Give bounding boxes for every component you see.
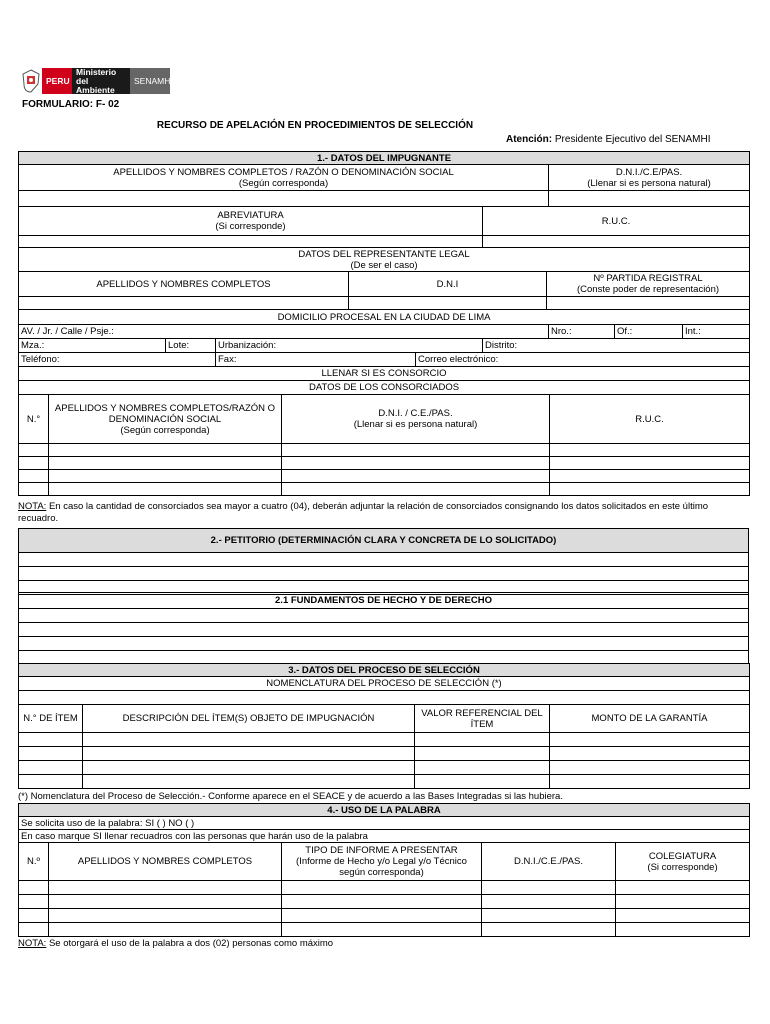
section2-header: 2.- PETITORIO (DETERMINACIÓN CLARA Y CONCRETA DE LO SOLICITADO)	[19, 529, 749, 553]
nota2-label: NOTA:	[18, 938, 47, 949]
consorcio-table	[18, 366, 750, 496]
descripcion-header: DESCRIPCIÓN DEL ÍTEM(S) OBJETO DE IMPUGNACIÓN	[83, 705, 415, 733]
cell[interactable]	[482, 895, 616, 909]
cell[interactable]	[49, 470, 282, 483]
atencion-label: Atención:	[506, 134, 553, 145]
petitorio-line[interactable]	[19, 553, 749, 567]
cell[interactable]	[282, 923, 482, 937]
cell[interactable]	[19, 775, 83, 789]
cell[interactable]	[550, 761, 750, 775]
uso-palabra-table	[18, 803, 750, 937]
cell[interactable]	[19, 909, 49, 923]
cell[interactable]	[550, 775, 750, 789]
cell[interactable]	[415, 747, 550, 761]
cell[interactable]	[49, 881, 282, 895]
representante-header	[19, 248, 750, 272]
coat-of-arms-icon	[20, 68, 42, 94]
uso-dni-header: D.N.I./C.E./PAS.	[482, 843, 616, 881]
representante-sub: (De ser el caso)	[350, 259, 418, 271]
ruc-field[interactable]	[483, 236, 750, 248]
section4-header: 4.- USO DE LA PALABRA	[19, 804, 750, 817]
representante-label: DATOS DEL REPRESENTANTE LEGAL	[298, 248, 470, 260]
cell[interactable]	[616, 909, 750, 923]
av-field[interactable]: AV. / Jr. / Calle / Psje.:	[19, 325, 549, 339]
correo-field[interactable]: Correo electrónico:	[416, 353, 750, 367]
section3-header: 3.- DATOS DEL PROCESO DE SELECCIÓN	[19, 664, 750, 677]
fundamentos-table	[18, 592, 749, 665]
consorciado-ruc-header: R.U.C.	[550, 395, 750, 444]
consorciado-row	[19, 444, 750, 457]
cell[interactable]	[83, 747, 415, 761]
apellidos-header	[19, 165, 549, 191]
cell[interactable]	[19, 881, 49, 895]
tipo-informe-label: TIPO DE INFORME A PRESENTAR	[305, 845, 458, 856]
item-header: N.° DE ÍTEM	[19, 705, 83, 733]
uso-row	[19, 895, 750, 909]
mza-field[interactable]: Mza.:	[19, 339, 166, 353]
tipo-informe-header	[282, 843, 482, 881]
consorciado-row	[19, 483, 750, 496]
consorciado-nombres-label: APELLIDOS Y NOMBRES COMPLETOS/RAZÓN O DENOMINACIÓN SOCIAL	[54, 402, 276, 425]
colegiatura-label: COLEGIATURA	[648, 850, 717, 862]
petitorio-table	[18, 528, 749, 595]
atencion-line	[506, 134, 711, 145]
solicita-line: Se solicita uso de la palabra: SI ( ) NO ( )	[19, 817, 750, 830]
cell[interactable]	[550, 457, 750, 470]
nomenclatura-header: NOMENCLATURA DEL PROCESO DE SELECCIÓN (*)	[19, 677, 750, 691]
consorciado-n-header: N.°	[19, 395, 49, 444]
partida-sub: (Conste poder de representación)	[576, 284, 720, 295]
cell[interactable]	[19, 761, 83, 775]
cell[interactable]	[49, 909, 282, 923]
rep-nombres-field[interactable]	[19, 297, 349, 310]
fax-field[interactable]: Fax:	[216, 353, 416, 367]
section21-header: 2.1 FUNDAMENTOS DE HECHO Y DE DERECHO	[19, 593, 749, 609]
colegiatura-header	[616, 843, 750, 881]
uso-n-header: N.º	[19, 843, 49, 881]
cell[interactable]	[282, 909, 482, 923]
petitorio-line[interactable]	[19, 567, 749, 581]
cell[interactable]	[49, 895, 282, 909]
consorciado-row	[19, 457, 750, 470]
proceso-table	[18, 663, 750, 789]
item-row	[19, 733, 750, 747]
partida-header	[547, 272, 750, 297]
nota-nomenclatura: (*) Nomenclatura del Proceso de Selección.- Conforme aparece en el SEACE y de acuerdo a las Bases Integradas si las hubiera.	[18, 791, 563, 802]
urbanizacion-field[interactable]: Urbanización:	[216, 339, 483, 353]
consorciado-segun-label: (Según corresponda)	[120, 424, 210, 436]
abreviatura-label: ABREVIATURA	[217, 210, 284, 221]
cell[interactable]	[550, 733, 750, 747]
rep-nombres-header: APELLIDOS Y NOMBRES COMPLETOS	[19, 272, 349, 297]
cell[interactable]	[616, 895, 750, 909]
consorciado-llenar-label: (Llenar si es persona natural)	[353, 419, 478, 430]
cell[interactable]	[19, 747, 83, 761]
distrito-field[interactable]: Distrito:	[483, 339, 750, 353]
cell[interactable]	[282, 881, 482, 895]
monto-header: MONTO DE LA GARANTÍA	[550, 705, 750, 733]
nota-text: En caso la cantidad de consorciados sea mayor a cuatro (04), deberán adjuntar la relación de consorciados consignando los datos solicitados en este último recuadro.	[18, 501, 709, 524]
cell[interactable]	[482, 881, 616, 895]
cell[interactable]	[19, 923, 49, 937]
apellidos-label: APELLIDOS Y NOMBRES COMPLETOS / RAZÓN O DENOMINACIÓN SOCIAL	[113, 166, 454, 178]
uso-row	[19, 923, 750, 937]
cell[interactable]	[49, 444, 282, 457]
nota-label: NOTA:	[18, 501, 47, 512]
item-row	[19, 747, 750, 761]
of-field[interactable]: Of.:	[615, 325, 683, 339]
cell[interactable]	[19, 444, 49, 457]
cell[interactable]	[49, 483, 282, 496]
cell[interactable]	[550, 483, 750, 496]
dni-header	[549, 165, 750, 191]
uso-nombres-header: APELLIDOS Y NOMBRES COMPLETOS	[49, 843, 282, 881]
cell[interactable]	[282, 444, 550, 457]
cell[interactable]	[616, 881, 750, 895]
cell[interactable]	[19, 733, 83, 747]
cell[interactable]	[83, 761, 415, 775]
colegiatura-sub: (Si corresponde)	[647, 861, 718, 873]
nomenclatura-field[interactable]	[19, 691, 750, 705]
logo-peru: PERU	[42, 68, 72, 94]
caso-line: En caso marque SI llenar recuadros con las personas que harán uso de la palabra	[19, 830, 750, 843]
int-field[interactable]: Int.:	[683, 325, 750, 339]
fundamentos-line[interactable]	[19, 637, 749, 651]
cell[interactable]	[282, 470, 550, 483]
consorciado-row	[19, 470, 750, 483]
cell[interactable]	[482, 909, 616, 923]
cell[interactable]	[19, 457, 49, 470]
ruc-header: R.U.C.	[483, 207, 750, 236]
partida-field[interactable]	[547, 297, 750, 310]
consorciado-dni-header	[282, 395, 550, 444]
cell[interactable]	[19, 470, 49, 483]
nota-uso-palabra	[18, 938, 749, 950]
cell[interactable]	[83, 775, 415, 789]
domicilio-header: DOMICILIO PROCESAL EN LA CIUDAD DE LIMA	[19, 310, 750, 325]
cell[interactable]	[282, 483, 550, 496]
si-corresponde-label: (Si corresponde)	[215, 221, 286, 232]
cell[interactable]	[415, 761, 550, 775]
partida-label: Nº PARTIDA REGISTRAL	[593, 273, 703, 284]
mza-table	[18, 338, 750, 353]
dni-field[interactable]	[549, 191, 750, 207]
nro-field[interactable]: Nro.:	[549, 325, 615, 339]
abreviatura-field[interactable]	[19, 236, 483, 248]
consorciado-nombres-header	[49, 395, 282, 444]
dni-label: D.N.I./C.E/PAS.	[615, 166, 683, 178]
document-title: RECURSO DE APELACIÓN EN PROCEDIMIENTOS DE SELECCIÓN	[156, 120, 474, 131]
abreviatura-table	[18, 206, 750, 248]
item-row	[19, 775, 750, 789]
header-logo	[20, 66, 173, 96]
consorciado-dni-label: D.N.I. / C.E./PAS.	[378, 408, 453, 419]
fundamentos-line[interactable]	[19, 609, 749, 623]
nota2-text: Se otorgará el uso de la palabra a dos (02) personas como máximo	[46, 938, 334, 949]
cell[interactable]	[482, 923, 616, 937]
atencion-value: Presidente Ejecutivo del SENAMHI	[554, 134, 711, 145]
uso-row	[19, 881, 750, 895]
abreviatura-header	[19, 207, 483, 236]
valor-header: VALOR REFERENCIAL DEL ÍTEM	[415, 705, 550, 733]
cell[interactable]	[19, 483, 49, 496]
cell[interactable]	[550, 444, 750, 457]
cell[interactable]	[550, 747, 750, 761]
telefono-table	[18, 352, 750, 367]
cell[interactable]	[49, 923, 282, 937]
consorciados-header: DATOS DE LOS CONSORCIADOS	[19, 381, 750, 395]
rep-dni-field[interactable]	[349, 297, 547, 310]
cell[interactable]	[282, 457, 550, 470]
uso-row	[19, 909, 750, 923]
cell[interactable]	[550, 470, 750, 483]
telefono-field[interactable]: Teléfono:	[19, 353, 216, 367]
lote-field[interactable]: Lote:	[166, 339, 216, 353]
cell[interactable]	[19, 895, 49, 909]
cell[interactable]	[282, 895, 482, 909]
cell[interactable]	[83, 733, 415, 747]
tipo-informe-sub: (Informe de Hecho y/o Legal y/o Técnico según corresponda)	[296, 856, 467, 878]
item-row	[19, 761, 750, 775]
domicilio-table	[18, 309, 750, 339]
cell[interactable]	[616, 923, 750, 937]
impugnante-table	[18, 151, 750, 207]
apellidos-field[interactable]	[19, 191, 549, 207]
form-code: FORMULARIO: F- 02	[22, 99, 120, 110]
cell[interactable]	[415, 733, 550, 747]
nota-consorciados	[18, 501, 749, 525]
llenar-label: (Llenar si es persona natural)	[587, 177, 711, 189]
consorcio-header: LLENAR SI ES CONSORCIO	[19, 367, 750, 381]
fundamentos-line[interactable]	[19, 623, 749, 637]
cell[interactable]	[49, 457, 282, 470]
rep-dni-header: D.N.I	[349, 272, 547, 297]
section1-header: 1.- DATOS DEL IMPUGNANTE	[19, 152, 750, 165]
logo-senamhi: SENAMHI	[130, 68, 170, 94]
cell[interactable]	[415, 775, 550, 789]
logo-ministerio: Ministerio del Ambiente	[72, 68, 130, 94]
segun-label: (Según corresponda)	[238, 177, 329, 189]
representante-table	[18, 247, 750, 310]
